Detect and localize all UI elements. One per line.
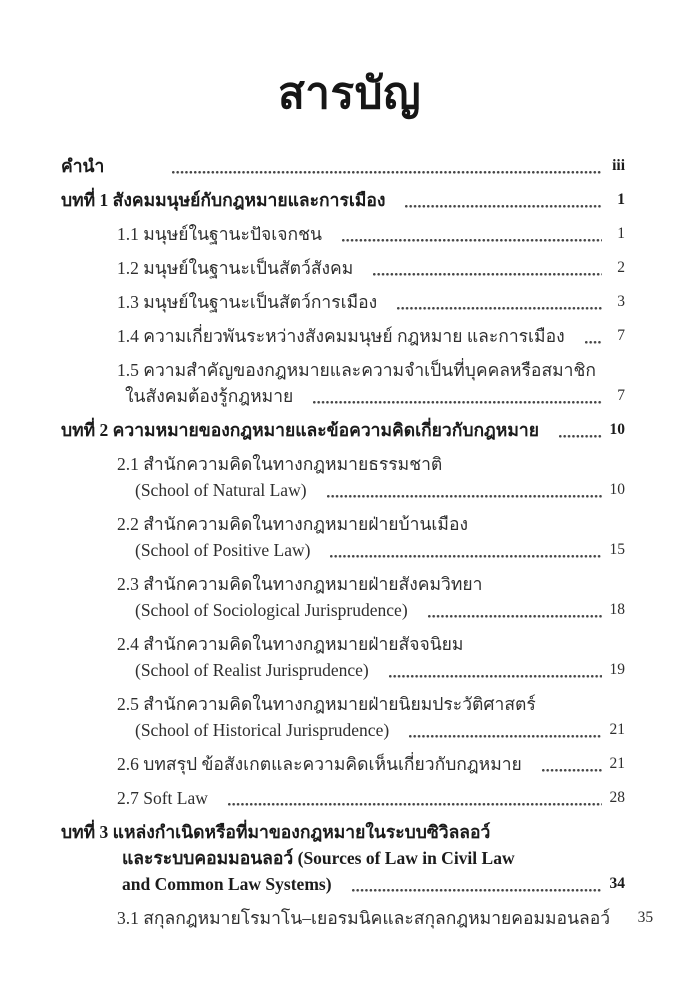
toc-entry-2-3 [61, 571, 625, 623]
dotted-leader [313, 383, 602, 404]
entry-label: 1.5 ความสำคัญของกฎหมายและความจำเป็นที่บุคคลหรือสมาชิก [117, 359, 596, 380]
toc-entry-2-4 [61, 631, 625, 683]
toc-entry-1-3 [61, 289, 625, 315]
toc-entry-chapter-1 [61, 187, 625, 213]
entry-label-continued: ในสังคมต้องรู้กฎหมาย [125, 385, 294, 406]
dotted-leader [172, 153, 602, 174]
toc-entry-2-5 [61, 691, 625, 743]
entry-label: 2.6 บทสรุป ข้อสังเกตและความคิดเห็นเกี่ยวกับกฎหมาย [117, 753, 522, 774]
toc-entry-2-2 [61, 511, 625, 563]
entry-label-continued: (School of Positive Law) [135, 539, 311, 560]
page-number: iii [612, 156, 625, 174]
toc-entry-preface [61, 153, 625, 179]
toc-entry-3-1 [61, 905, 654, 931]
page-number: 1 [617, 224, 625, 242]
dotted-leader [228, 785, 602, 806]
page-number: 2 [617, 258, 625, 276]
entry-label: 2.1 สำนักความคิดในทางกฎหมายธรรมชาติ [117, 453, 443, 474]
entry-label-continued: (School of Realist Jurisprudence) [135, 659, 369, 680]
dotted-leader [409, 717, 602, 738]
entry-label: บทที่ 2 ความหมายของกฎหมายและข้อความคิดเกี่ยวกับกฎหมาย [61, 419, 539, 440]
page-number: 19 [609, 660, 625, 678]
page-number: 21 [609, 754, 625, 772]
entry-label: 3.1 สกุลกฎหมายโรมาโน–เยอรมนิคและสกุลกฎหมายคอมมอนลอว์ [117, 907, 611, 928]
dotted-leader [542, 751, 602, 772]
entry-label: 1.2 มนุษย์ในฐานะเป็นสัตว์สังคม [117, 257, 354, 278]
toc-entry-1-5 [61, 357, 625, 409]
toc-entry-chapter-3 [61, 819, 625, 897]
toc-entry-1-4 [61, 323, 625, 349]
page-number: 7 [617, 386, 625, 404]
page-number: 7 [617, 326, 625, 344]
dotted-leader [373, 255, 602, 276]
entry-label: 2.3 สำนักความคิดในทางกฎหมายฝ่ายสังคมวิทยา [117, 573, 483, 594]
toc-entry-2-7 [61, 785, 625, 811]
toc-entry-chapter-2 [61, 417, 625, 443]
entry-label-continued: and Common Law Systems) [122, 873, 332, 894]
page-number: 35 [637, 908, 654, 926]
dotted-leader [352, 871, 602, 892]
page-number: 28 [609, 788, 625, 806]
page-number: 1 [617, 190, 625, 208]
dotted-leader [585, 323, 602, 344]
dotted-leader [330, 537, 602, 558]
entry-label: คำนำ [61, 155, 105, 176]
page-number: 10 [609, 480, 625, 498]
page-number: 34 [609, 874, 625, 892]
table-of-contents [0, 153, 699, 931]
dotted-leader [405, 187, 602, 208]
page-title: สารบัญ [277, 68, 422, 119]
entry-label-continued: และระบบคอมมอนลอว์ (Sources of Law in Civil Law [122, 847, 515, 868]
toc-entry-1-2 [61, 255, 625, 281]
entry-label: บทที่ 1 สังคมมนุษย์กับกฎหมายและการเมือง [61, 189, 386, 210]
toc-entry-1-1 [61, 221, 625, 247]
dotted-leader [397, 289, 602, 310]
entry-label: 1.1 มนุษย์ในฐานะปัจเจกชน [117, 223, 322, 244]
page-number: 3 [617, 292, 625, 310]
page-number: 10 [609, 420, 625, 438]
dotted-leader [389, 657, 602, 678]
dotted-leader [342, 221, 602, 242]
entry-label: บทที่ 3 แหล่งกำเนิดหรือที่มาของกฎหมายในระบบซิวิลลอว์ [61, 821, 491, 842]
entry-label: 1.4 ความเกี่ยวพันระหว่างสังคมมนุษย์ กฎหมาย และการเมือง [117, 325, 565, 346]
toc-entry-2-1 [61, 451, 625, 503]
dotted-leader [559, 417, 602, 438]
dotted-leader [428, 597, 602, 618]
entry-label: 2.4 สำนักความคิดในทางกฎหมายฝ่ายสัจจนิยม [117, 633, 464, 654]
page-number: 18 [609, 600, 625, 618]
entry-label-continued: (School of Natural Law) [135, 479, 307, 500]
page-number: 15 [609, 540, 625, 558]
dotted-leader [327, 477, 602, 498]
entry-label: 2.2 สำนักความคิดในทางกฎหมายฝ่ายบ้านเมือง [117, 513, 468, 534]
page-number: 21 [609, 720, 625, 738]
entry-label: 2.7 Soft Law [117, 787, 208, 808]
entry-label-continued: (School of Sociological Jurisprudence) [135, 599, 408, 620]
entry-label: 2.5 สำนักความคิดในทางกฎหมายฝ่ายนิยมประวัติศาสตร์ [117, 693, 536, 714]
entry-label-continued: (School of Historical Jurisprudence) [135, 719, 390, 740]
entry-label: 1.3 มนุษย์ในฐานะเป็นสัตว์การเมือง [117, 291, 378, 312]
toc-entry-2-6 [61, 751, 625, 777]
